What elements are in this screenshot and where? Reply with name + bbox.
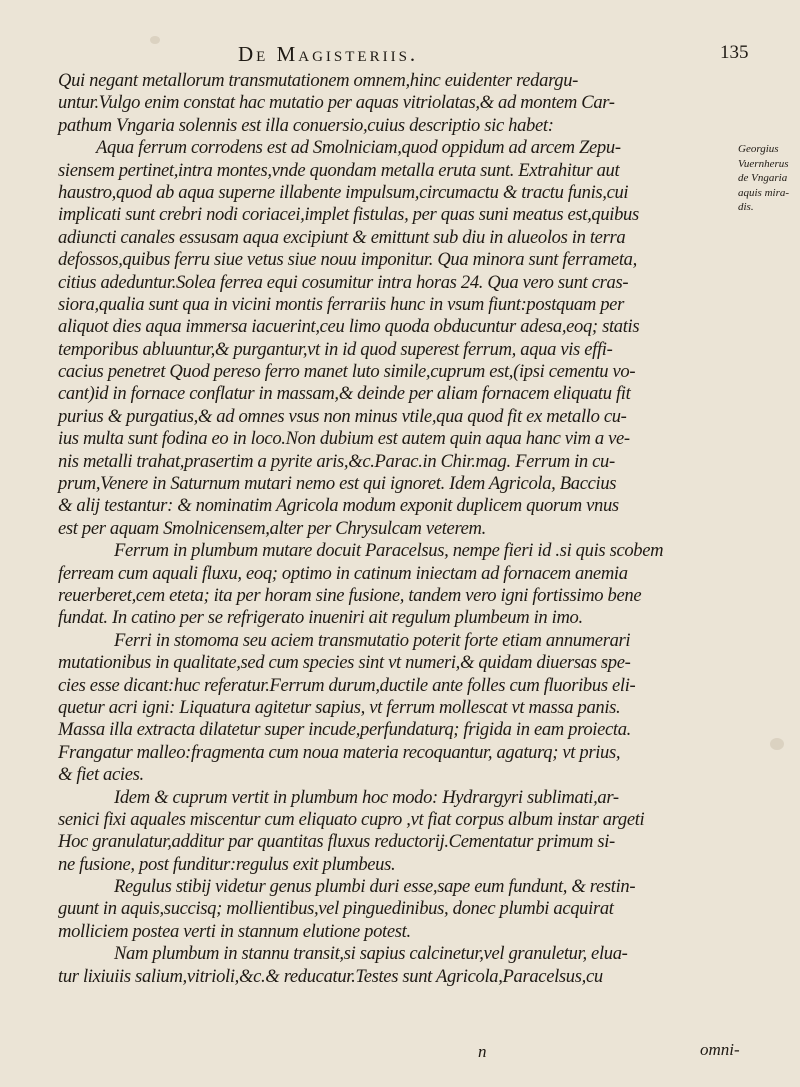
text-line: citius adeduntur.Solea ferrea equi cosumitur intra horas 24. Qua vero sunt cras- — [58, 271, 629, 293]
text-line: ne fusione, post funditur:regulus exit plumbeus. — [58, 853, 396, 875]
marginal-note-line: dis. — [738, 201, 754, 213]
text-line: Ferri in stomoma seu aciem transmutatio poterit forte etiam annumerari — [114, 629, 631, 651]
text-line: fundat. In catino per se refrigerato inueniri ait regulum plumbeum in imo. — [58, 607, 583, 629]
text-line: cant)id in fornace conflatur in massam,& deinde per aliam fornacem eliquatu fit — [58, 383, 631, 405]
page-header — [0, 38, 800, 68]
running-head: De Magisteriis. — [238, 42, 419, 66]
text-line: Idem & cuprum vertit in plumbum hoc modo: Hydrargyri sublimati,ar- — [114, 786, 619, 808]
text-line: & alij testantur: & nominatim Agricola modum exponit duplicem quorum vnus — [58, 495, 619, 517]
page-stain — [770, 738, 784, 750]
text-line: mutationibus in qualitate,sed cum species sint vt numeri,& quidam diuersas spe- — [58, 652, 631, 674]
text-line: siora,qualia sunt qua in vicini montis ferrariis hunc in vsum fiunt:postquam per — [58, 293, 624, 315]
text-line: guunt in aquis,succisq; mollientibus,vel pinguedinibus, donec plumbi acquirat — [58, 898, 614, 920]
marginal-note-line: Georgius — [738, 143, 779, 155]
text-line: ferream cum aquali fluxu, eoq; optimo in catinum iniectam ad fornacem anemia — [58, 562, 628, 584]
page-footer — [0, 1040, 800, 1064]
text-line: Massa illa extracta dilatetur super incude,perfundaturq; frigida in eam proiecta. — [58, 719, 631, 741]
catchword: omni- — [700, 1040, 740, 1059]
text-line: & fiet acies. — [58, 764, 144, 786]
text-line: Regulus stibij videtur genus plumbi duri esse,sape eum fundunt, & restin- — [114, 876, 636, 898]
text-line: cacius penetret Quod pereso ferro manet luto simile,cuprum est,(ipsi cementu vo- — [58, 361, 636, 383]
text-line: senici fixi aquales miscentur cum eliquato cupro ,vt fiat corpus album instar argeti — [58, 808, 645, 830]
text-line: Nam plumbum in stannu transit,si sapius calcinetur,vel granuletur, elua- — [114, 943, 628, 965]
text-line: siensem pertinet,intra montes,vnde quondam metalla eruta sunt. Extrahitur aut — [58, 159, 620, 181]
text-line: est per aquam Smolnicensem,alter per Chrysulcam veterem. — [58, 517, 486, 539]
page-number: 135 — [720, 42, 749, 63]
text-line: tur lixiuiis salium,vitrioli,&c.& reducatur.Testes sunt Agricola,Paracelsus,cu — [58, 965, 603, 987]
marginal-note — [738, 142, 800, 215]
signature-mark: n — [478, 1042, 487, 1061]
text-line: prum,Venere in Saturnum mutari nemo est qui ignoret. Idem Agricola, Baccius — [58, 473, 617, 495]
text-line: implicati sunt crebri nodi coriacei,implet fistulas, per quas suni meatus est,quibus — [58, 204, 639, 226]
text-line: molliciem postea verti in stannum elutione potest. — [58, 920, 411, 942]
text-line: Aqua ferrum corrodens est ad Smolniciam,quod oppidum ad arcem Zepu- — [96, 137, 621, 159]
text-body — [58, 70, 736, 988]
text-line: reuerberet,cem eteta; ita per horam sine fusione, tandem vero igni fortissimo bene — [58, 584, 642, 606]
marginal-note-line: de Vngaria — [738, 172, 788, 184]
text-line: temporibus abluuntur,& purgantur,vt in id quod superest ferrum, aqua vis effi- — [58, 338, 613, 360]
text-line: adiuncti canales essusam aqua excipiunt & emittunt sub diu in alueolos in terra — [58, 226, 626, 248]
marginal-note-line: Vuernherus — [738, 157, 789, 170]
text-line: cies esse dicant:huc referatur.Ferrum durum,ductile ante folles cum fluoribus eli- — [58, 674, 636, 696]
text-line: ius multa sunt fodina eo in loco.Non dubium est autem quin aqua hanc vim a ve- — [58, 428, 630, 450]
text-line: aliquot dies aqua immersa iacuerint,ceu limo quoda obducuntur adesa,eoq; statis — [58, 316, 640, 338]
text-line: Qui negant metallorum transmutationem omnem,hinc euidenter redargu- — [58, 70, 578, 91]
text-line: purius & purgatius,& ad omnes vsus non minus vtile,qua quod fit ex metallo cu- — [58, 405, 627, 427]
text-line: nis metalli trahat,prasertim a pyrite aris,&c.Parac.in Chir.mag. Ferrum in cu- — [58, 450, 615, 472]
text-line: Hoc granulatur,additur par quantitas fluxus reductorij.Cementatur primum si- — [58, 831, 615, 853]
text-line: pathum Vngaria solennis est illa conuersio,cuius descriptio sic habet: — [58, 114, 554, 136]
text-line: untur.Vulgo enim constat hac mutatio per aquas vitriolatas,& ad montem Car- — [58, 92, 615, 114]
text-line: Ferrum in plumbum mutare docuit Paracelsus, nempe fieri id .si quis scobem — [114, 540, 664, 562]
text-line: quetur acri igni: Liquatura agitetur sapius, vt ferrum mollescat vt massa panis. — [58, 696, 621, 718]
marginal-note-line: aquis mira- — [738, 186, 790, 199]
text-line: Frangatur malleo:fragmenta cum noua materia recoquantur, agaturq; vt prius, — [58, 741, 621, 763]
text-line: defossos,quibus ferru siue vetus siue nouu imponitur. Qua minora sunt ferrameta, — [58, 249, 637, 271]
text-line: haustro,quod ab aqua superne illabente impulsum,circumactu & tractu funis,cui — [58, 181, 629, 203]
